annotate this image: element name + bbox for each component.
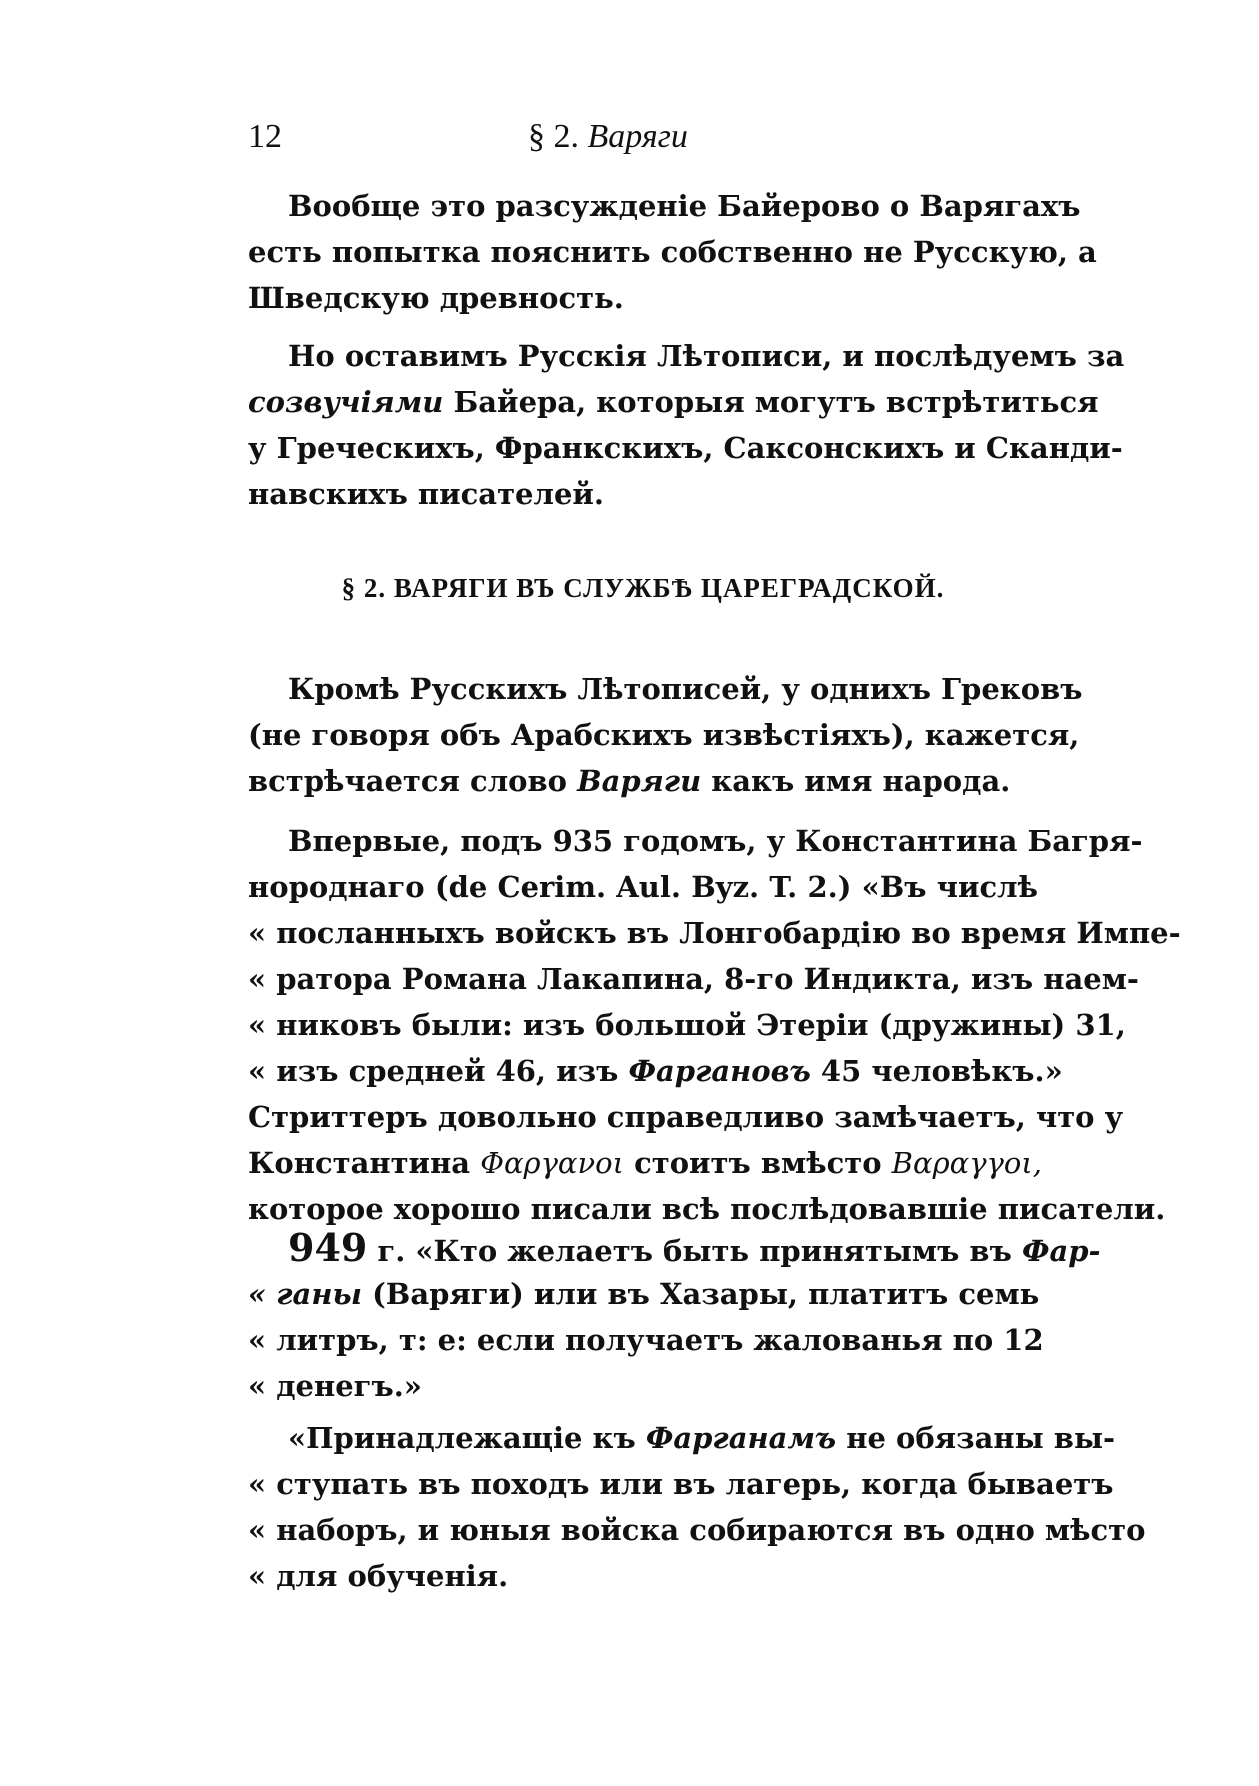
running-title-word: Варяги bbox=[587, 118, 688, 155]
text-fragment: стоитъ вмѣсто bbox=[623, 1146, 892, 1180]
text-line: « денегъ.» bbox=[248, 1369, 422, 1403]
text-line bbox=[248, 1415, 1116, 1461]
text-line: Кромѣ Русскихъ Лѣтописей, у однихъ Грековъ bbox=[288, 672, 1083, 706]
text-line bbox=[248, 379, 1099, 425]
text-line: « литръ, т: е: если получаетъ жалованья по 12 bbox=[248, 1323, 1044, 1357]
text-fragment: « изъ средней 46, изъ bbox=[248, 1054, 629, 1088]
text-fragment: не обязаны вы- bbox=[836, 1421, 1116, 1455]
text-fragment: какъ имя народа. bbox=[701, 764, 1011, 798]
text-line: которое хорошо писали всѣ послѣдовавшіе писатели. bbox=[248, 1192, 1166, 1226]
italic-term: Фарганамъ bbox=[645, 1421, 837, 1455]
italic-term: Фаргановъ bbox=[628, 1054, 811, 1088]
text-fragment: Константина bbox=[248, 1146, 481, 1180]
greek-term: Βαραγγοι, bbox=[891, 1146, 1042, 1180]
text-fragment: (Варяги) или въ Хазары, платитъ семь bbox=[361, 1277, 1040, 1311]
italic-term: « ганы bbox=[248, 1277, 362, 1311]
text-line: Но оставимъ Русскія Лѣтописи, и послѣдуемъ за bbox=[288, 339, 1125, 373]
page-header bbox=[248, 118, 1038, 168]
text-fragment: Байера, которыя могутъ встрѣтиться bbox=[443, 385, 1099, 419]
text-line: « посланныхъ войскъ въ Лонгобардію во время Импе- bbox=[248, 916, 1181, 950]
paragraph-3 bbox=[248, 666, 1083, 804]
text-line bbox=[248, 758, 1038, 804]
italic-term: Фар- bbox=[1021, 1234, 1101, 1268]
text-line bbox=[248, 1048, 1063, 1094]
text-line: « наборъ, и юныя войска собираются въ одно мѣсто bbox=[248, 1513, 1146, 1547]
text-line bbox=[248, 1225, 1101, 1271]
paragraph-1 bbox=[248, 183, 1097, 321]
text-line: (не говоря объ Арабскихъ извѣстіяхъ), кажется, bbox=[248, 718, 1080, 752]
running-title bbox=[528, 118, 688, 156]
text-line: Шведскую древность. bbox=[248, 281, 624, 315]
text-line: « для обученія. bbox=[248, 1559, 509, 1593]
text-line bbox=[248, 1140, 1042, 1186]
text-line: Стриттеръ довольно справедливо замѣчаетъ, что у bbox=[248, 1100, 1124, 1134]
year-number: 949 bbox=[288, 1225, 368, 1270]
text-line: « ступать въ походъ или въ лагерь, когда бываетъ bbox=[248, 1467, 1114, 1501]
greek-term: Φαργανοι bbox=[480, 1146, 624, 1180]
italic-term: Варяги bbox=[577, 764, 702, 798]
text-line: « ратора Романа Лакапина, 8-го Индикта, изъ наем- bbox=[248, 962, 1139, 996]
text-fragment: г. «Кто желаетъ быть принятымъ въ bbox=[367, 1234, 1022, 1268]
text-line: Вообще это разсужденіе Байерово о Варягахъ bbox=[288, 189, 1081, 223]
text-line bbox=[248, 1271, 1038, 1317]
paragraph-6 bbox=[248, 1415, 1146, 1599]
paragraph-5 bbox=[248, 1225, 1101, 1409]
section-heading: § 2. ВАРЯГИ ВЪ СЛУЖБѢ ЦАРЕГРАДСКОЙ. bbox=[341, 573, 945, 603]
paragraph-2 bbox=[248, 333, 1125, 517]
text-line: « никовъ были: изъ большой Этеріи (дружины) 31, bbox=[248, 1008, 1126, 1042]
text-line: нороднаго (de Cerim. Aul. Byz. T. 2.) «Въ числѣ bbox=[248, 870, 1038, 904]
text-line: Впервые, подъ 935 годомъ, у Константина Багря- bbox=[288, 824, 1143, 858]
running-title-section: § 2. bbox=[528, 118, 579, 155]
paragraph-4 bbox=[248, 818, 1181, 1232]
text-line: навскихъ писателей. bbox=[248, 477, 605, 511]
text-line: у Греческихъ, Франкскихъ, Саксонскихъ и Сканди- bbox=[248, 431, 1123, 465]
italic-term: созвучіями bbox=[248, 385, 444, 419]
text-fragment: «Принадлежащіе къ bbox=[288, 1421, 646, 1455]
text-fragment: встрѣчается слово bbox=[248, 764, 578, 798]
page-number: 12 bbox=[248, 118, 282, 155]
text-fragment: 45 человѣкъ.» bbox=[810, 1054, 1063, 1088]
text-line: есть попытка пояснить собственно не Русскую, а bbox=[248, 235, 1097, 269]
